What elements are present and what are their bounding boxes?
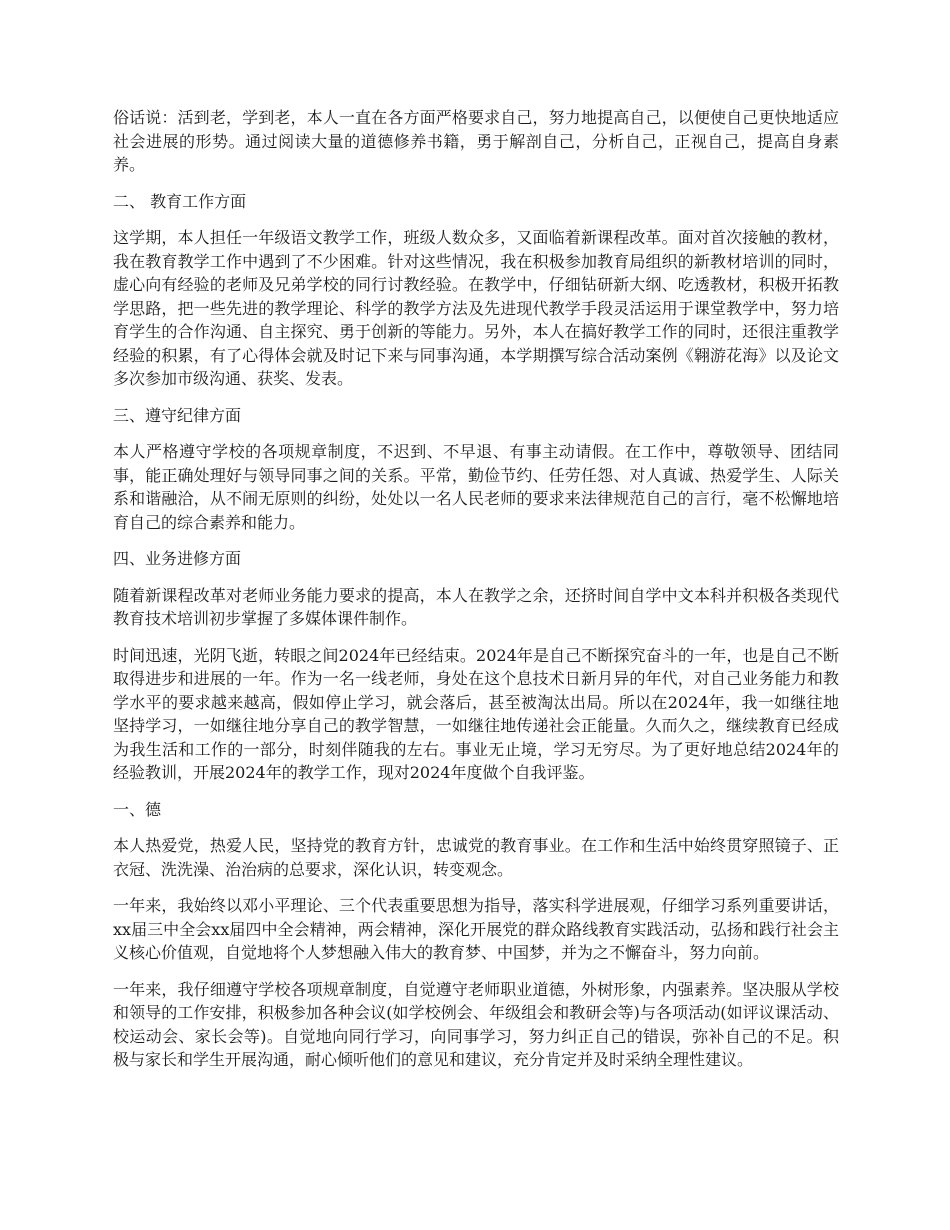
theory-study-paragraph: 一年来，我始终以邓小平理论、三个代表重要思想为指导，落实科学进展观，仔细学习系列重要讲话，xx届三中全会xx届四中全会精神，两会精神，深化开展党的群众路线教育实践活动，弘扬和践行社会主义核心价值观，自觉地将个人梦想融入伟大的教育梦、中国梦，并为之不懈奋斗，努力向前。 <box>113 896 839 962</box>
discipline-paragraph: 本人严格遵守学校的各项规章制度，不迟到、不早退、有事主动请假。在工作中，尊敬领导、团结同事，能正确处理好与领导同事之间的关系。平常，勤俭节约、任劳任怨、对人真诚、热爱学生、人际关系和谐融洽，从不闹无原则的纠纷，处处以一名人民老师的要求来法律规范自己的言行，毫不松懈地培育自己的综合素养和能力。 <box>113 442 839 532</box>
intro-paragraph: 俗话说：活到老，学到老，本人一直在各方面严格要求自己，努力地提高自己，以便使自己更快地适应社会进展的形势。通过阅读大量的道德修养书籍，勇于解剖自己，分析自己，正视自己，提高自身素养。 <box>113 108 839 174</box>
rules-paragraph: 一年来，我仔细遵守学校各项规章制度，自觉遵守老师职业道德，外树形象，内强素养。坚决服从学校和领导的工作安排，积极参加各种会议(如学校例会、年级组会和教研会等)与各项活动(如评议课活动、校运动会、家长会等)。自觉地向同行学习，向同事学习，努力纠正自己的错误，弥补自己的不足。积极与家长和学生开展沟通，耐心倾听他们的意见和建议，充分肯定并及时采纳全理性建议。 <box>113 979 839 1069</box>
study-paragraph: 随着新课程改革对老师业务能力要求的提高，本人在教学之余，还挤时间自学中文本科并积极各类现代教育技术培训初步掌握了多媒体课件制作。 <box>113 585 839 628</box>
section-heading-morality: 一、德 <box>113 799 162 819</box>
document-body <box>113 106 839 1085</box>
section-heading-discipline: 三、遵守纪律方面 <box>113 405 242 425</box>
section-heading-teaching: 二、 教育工作方面 <box>113 191 247 211</box>
section-heading-study: 四、业务进修方面 <box>113 549 242 568</box>
year-summary-paragraph: 时间迅速，光阴飞逝，转眼之间2024年已经结束。2024年是自己不断探究奋斗的一年，也是自己不断取得进步和进展的一年。作为一名一线老师，身处在这个息技术日新月异的年代，对自己业务能力和教学水平的要求越来越高，假如停止学习，就会落后，甚至被淘汰出局。所以在2024年，我一如继往地坚持学习，一如继往地分享自己的教学智慧，一如继往地传递社会正能量。久而久之，继续教育已经成为我生活和工作的一部分，时刻伴随我的左右。事业无止境，学习无穷尽。为了更好地总结2024年的经验教训，开展2024年的教学工作，现对2024年度做个自我评鉴。 <box>113 645 839 782</box>
teaching-paragraph: 这学期，本人担任一年级语文教学工作，班级人数众多，又面临着新课程改革。面对首次接触的教材，我在教育教学工作中遇到了不少困难。针对这些情况，我在积极参加教育局组织的新教材培训的同时，虚心向有经验的老师及兄弟学校的同行讨教经验。在教学中，仔细钻研新大纲、吃透教材，积极开拓教学思路，把一些先进的教学理论、科学的教学方法及先进现代教学手段灵活运用于课堂教学中，努力培育学生的合作沟通、自主探究、勇于创新的等能力。另外，本人在搞好教学工作的同时，还很注重教学经验的积累，有了心得体会就及时记下来与同事沟通，本学期撰写综合活动案例《翱游花海》以及论文多次参加市级沟通、获奖、发表。 <box>113 228 839 388</box>
morality-paragraph: 本人热爱党，热爱人民，坚持党的教育方针，忠诚党的教育事业。在工作和生活中始终贯穿照镜子、正衣冠、洗洗澡、治治病的总要求，深化认识，转变观念。 <box>113 836 839 879</box>
